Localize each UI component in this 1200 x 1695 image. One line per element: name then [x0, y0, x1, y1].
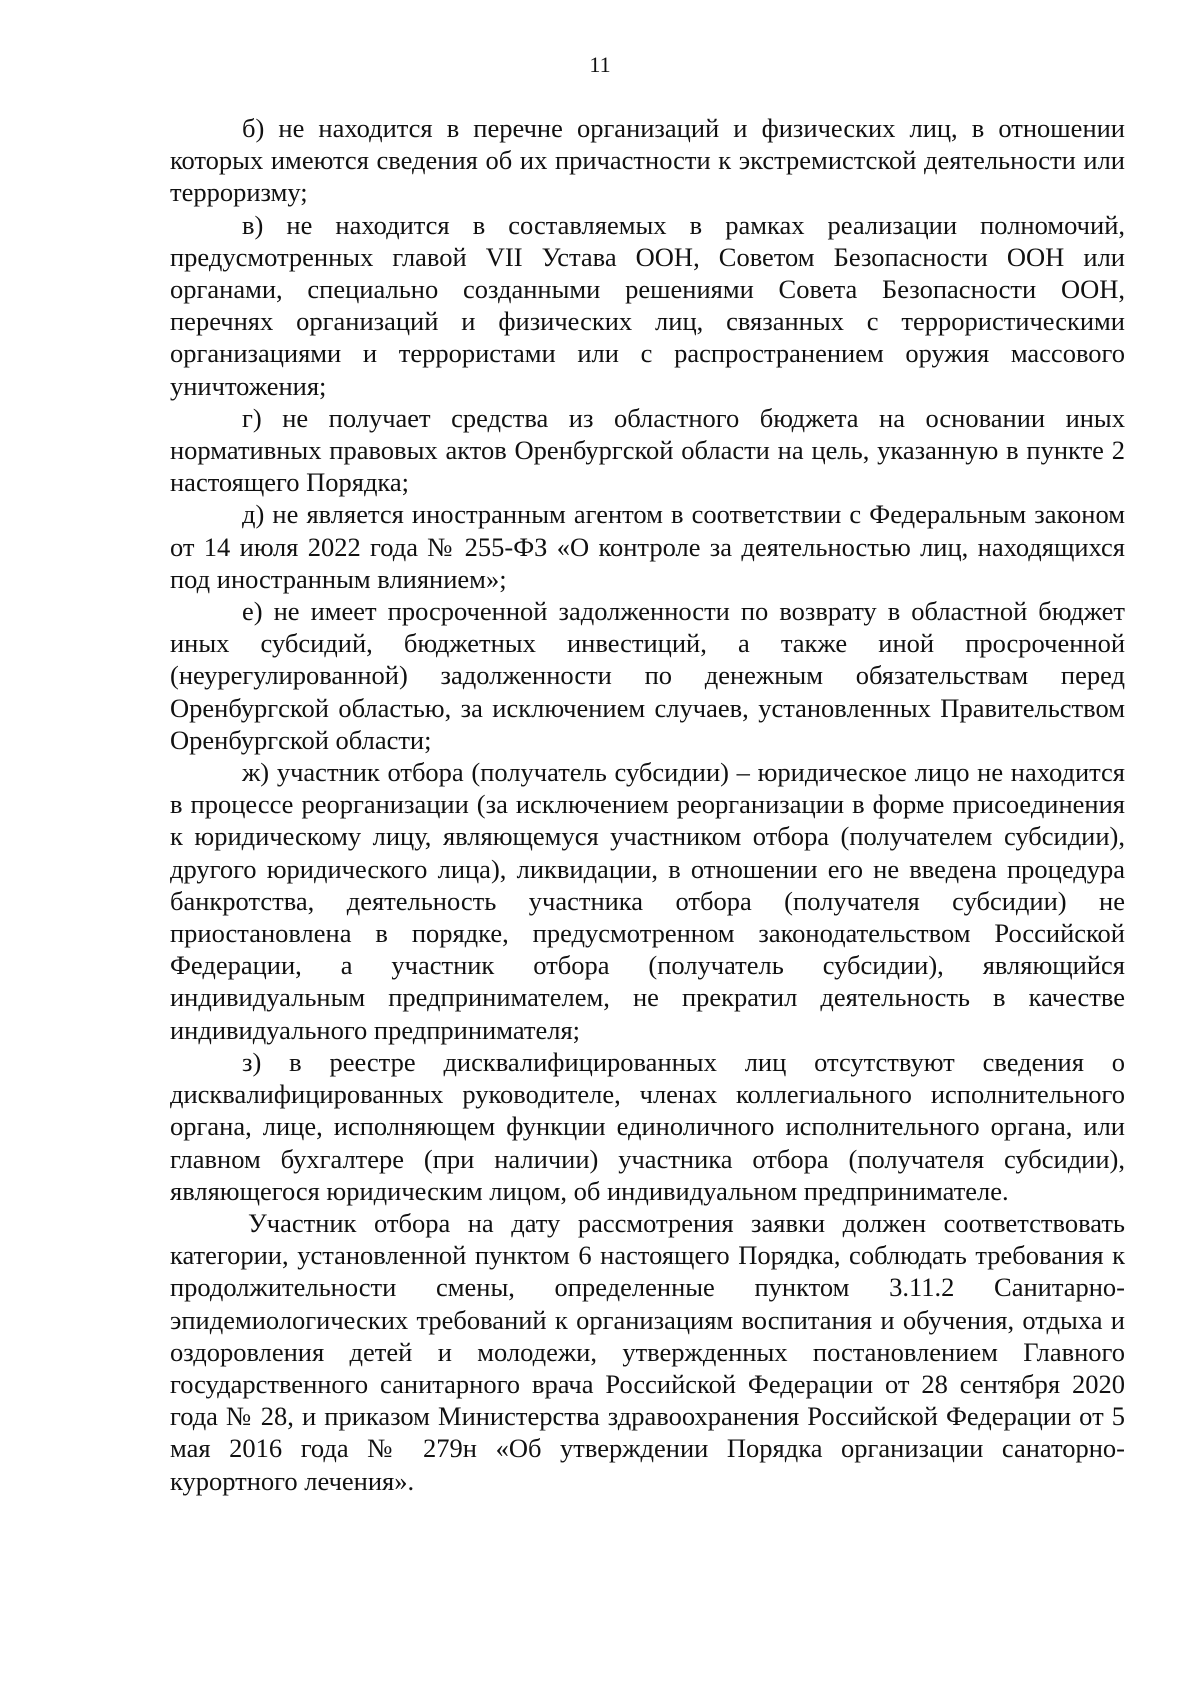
- paragraph-d: д) не является иностранным агентом в соответствии с Федеральным законом от 14 июля 2022 года № 255-ФЗ «О контроле за деятельностью лиц, находящихся под иностранным влиянием»;: [170, 499, 1125, 594]
- document-body: [170, 112, 1125, 1497]
- paragraph-zh: ж) участник отбора (получатель субсидии) – юридическое лицо не находится в процессе реорганизации (за исключением реорганизации в форме присоединения к юридическому лицу, являющемуся участником отбора (получателем субсидии), другого юридического лица), ликвидации, в отношении его не введена процедура банкротства, деятельность участника отбора (получателя субсидии) не приостановлена в порядке, предусмотренном законодательством Российской Федерации, а участник отбора (получатель субсидии), являющийся индивидуальным предпринимателем, не прекратил деятельность в качестве индивидуального предпринимателя;: [170, 757, 1125, 1045]
- paragraph-z: з) в реестре дисквалифицированных лиц отсутствуют сведения о дисквалифицированных руководителе, членах коллегиального исполнительного органа, лице, исполняющем функции единоличного исполнительного органа, или главном бухгалтере (при наличии) участника отбора (получателя субсидии), являющегося юридическим лицом, об индивидуальном предпринимателе.: [170, 1046, 1125, 1206]
- paragraph-g: г) не получает средства из областного бюджета на основании иных нормативных правовых актов Оренбургской области на цель, указанную в пункте 2 настоящего Порядка;: [170, 402, 1125, 498]
- paragraph-v: в) не находится в составляемых в рамках реализации полномочий, предусмотренных главой VII Устава ООН, Советом Безопасности ООН или органами, специально созданными решениями Совета Безопасности ООН, перечнях организаций и физических лиц, связанных с террористическими организациями и террористами или с распространением оружия массового уничтожения;: [170, 209, 1125, 401]
- paragraph-requirements: Участник отбора на дату рассмотрения заявки должен соответствовать категории, установленной пунктом 6 настоящего Порядка, соблюдать требования к продолжительности смены, определенные пунктом 3.11.2 Санитарно-эпидемиологических требований к организациям воспитания и обучения, отдыха и оздоровления детей и молодежи, утвержденных постановлением Главного государственного санитарного врача Российской Федерации от 28 сентября 2020 года № 28, и приказом Министерства здравоохранения Российской Федерации от 5 мая 2016 года № 279н «Об утверждении Порядка организации санаторно-курортного лечения».: [170, 1207, 1125, 1496]
- paragraph-e: е) не имеет просроченной задолженности по возврату в областной бюджет иных субсидий, бюджетных инвестиций, а также иной просроченной (неурегулированной) задолженности по денежным обязательствам перед Оренбургской областью, за исключением случаев, установленных Правительством Оренбургской области;: [170, 596, 1125, 755]
- page-number: 11: [589, 52, 611, 77]
- paragraph-b: б) не находится в перечне организаций и физических лиц, в отношении которых имеются сведения об их причастности к экстремистской деятельности или терроризму;: [170, 113, 1125, 208]
